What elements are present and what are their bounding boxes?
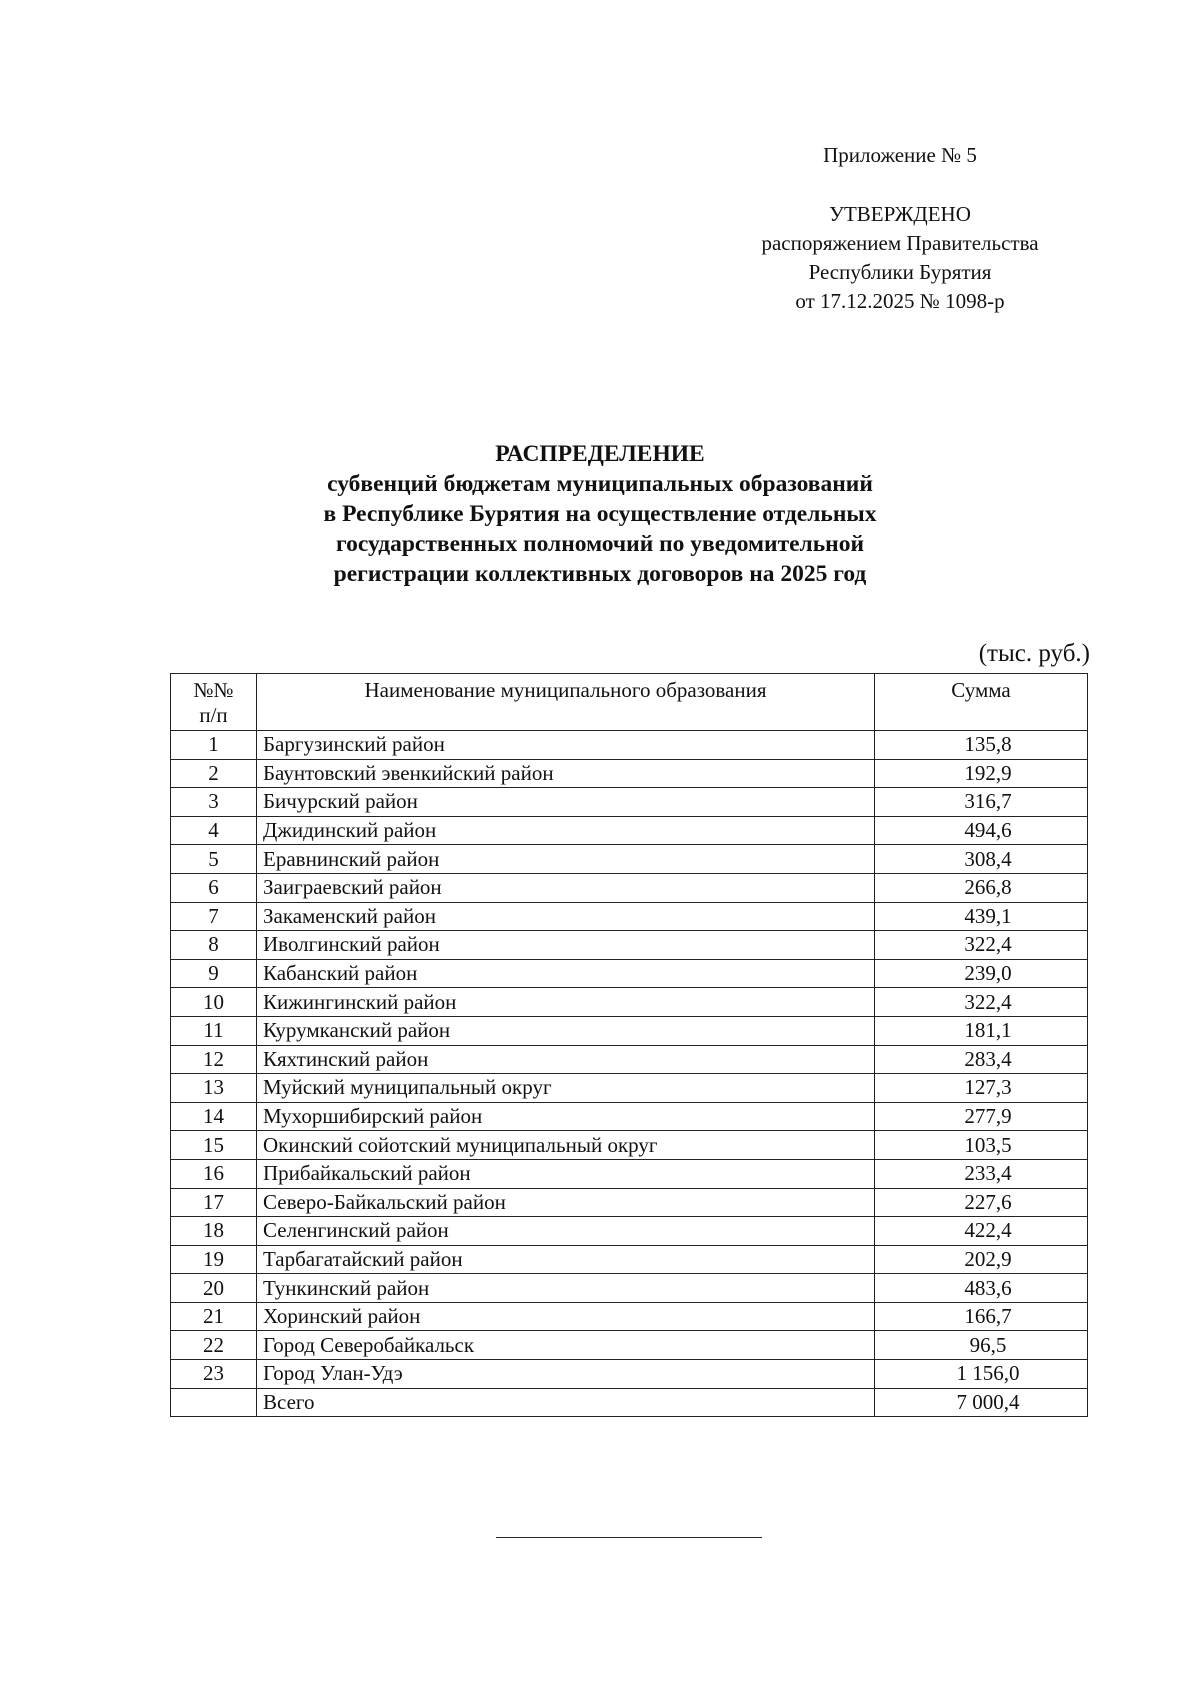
row-sum: 277,9 <box>875 1102 1088 1131</box>
table-row <box>171 1102 1088 1131</box>
row-name: Город Улан-Удэ <box>257 1360 875 1389</box>
approval-stamp <box>700 200 1100 316</box>
row-sum: 322,4 <box>875 988 1088 1017</box>
row-number: 14 <box>171 1102 257 1131</box>
total-number-empty <box>171 1388 257 1417</box>
row-name: Кяхтинский район <box>257 1045 875 1074</box>
row-name: Кижингинский район <box>257 988 875 1017</box>
row-number: 6 <box>171 873 257 902</box>
row-sum: 1 156,0 <box>875 1360 1088 1389</box>
table-row <box>171 873 1088 902</box>
row-number: 13 <box>171 1074 257 1103</box>
row-number: 1 <box>171 731 257 760</box>
row-name: Тарбагатайский район <box>257 1245 875 1274</box>
table-row <box>171 959 1088 988</box>
row-sum: 103,5 <box>875 1131 1088 1160</box>
row-number: 20 <box>171 1274 257 1303</box>
row-sum: 127,3 <box>875 1074 1088 1103</box>
republic-name: Республики Бурятия <box>808 260 992 284</box>
row-name: Баргузинский район <box>257 731 875 760</box>
row-sum: 96,5 <box>875 1331 1088 1360</box>
table-row <box>171 1131 1088 1160</box>
row-name: Джидинский район <box>257 816 875 845</box>
row-name: Мухоршибирский район <box>257 1102 875 1131</box>
table-row <box>171 1302 1088 1331</box>
total-row <box>171 1388 1088 1417</box>
row-name: Селенгинский район <box>257 1217 875 1246</box>
row-sum: 233,4 <box>875 1159 1088 1188</box>
approved-label: УТВЕРЖДЕНО <box>829 202 971 226</box>
document-title <box>150 439 1050 589</box>
row-number: 9 <box>171 959 257 988</box>
title-line-1: РАСПРЕДЕЛЕНИЕ <box>495 441 705 467</box>
table-row <box>171 788 1088 817</box>
header-number <box>171 674 257 731</box>
row-name: Еравнинский район <box>257 845 875 874</box>
table-row <box>171 1016 1088 1045</box>
row-sum: 494,6 <box>875 816 1088 845</box>
row-sum: 422,4 <box>875 1217 1088 1246</box>
table-row <box>171 1274 1088 1303</box>
row-name: Окинский сойотский муниципальный округ <box>257 1131 875 1160</box>
row-number: 15 <box>171 1131 257 1160</box>
table-row <box>171 1159 1088 1188</box>
row-name: Муйский муниципальный округ <box>257 1074 875 1103</box>
row-sum: 227,6 <box>875 1188 1088 1217</box>
row-number: 17 <box>171 1188 257 1217</box>
row-sum: 316,7 <box>875 788 1088 817</box>
row-sum: 439,1 <box>875 902 1088 931</box>
header-number-line2: п/п <box>199 703 228 727</box>
table-row <box>171 731 1088 760</box>
table-header-row <box>171 674 1088 731</box>
row-number: 23 <box>171 1360 257 1389</box>
row-name: Северо-Байкальский район <box>257 1188 875 1217</box>
approved-by: распоряжением Правительства <box>761 231 1039 255</box>
row-sum: 135,8 <box>875 731 1088 760</box>
table-row <box>171 988 1088 1017</box>
table-row <box>171 816 1088 845</box>
row-number: 12 <box>171 1045 257 1074</box>
row-sum: 166,7 <box>875 1302 1088 1331</box>
units-label: (тыс. руб.) <box>978 640 1090 667</box>
row-name: Город Северобайкальск <box>257 1331 875 1360</box>
row-number: 2 <box>171 759 257 788</box>
row-name: Хоринский район <box>257 1302 875 1331</box>
row-number: 19 <box>171 1245 257 1274</box>
table-row <box>171 1245 1088 1274</box>
row-number: 3 <box>171 788 257 817</box>
row-number: 11 <box>171 1016 257 1045</box>
row-sum: 266,8 <box>875 873 1088 902</box>
row-name: Иволгинский район <box>257 931 875 960</box>
table-row <box>171 902 1088 931</box>
table-row <box>171 1331 1088 1360</box>
row-number: 22 <box>171 1331 257 1360</box>
row-sum: 322,4 <box>875 931 1088 960</box>
table-row <box>171 1188 1088 1217</box>
title-line-4: государственных полномочий по уведомительной <box>335 531 864 557</box>
table-row <box>171 1217 1088 1246</box>
row-number: 21 <box>171 1302 257 1331</box>
appendix-label: Приложение № 5 <box>823 143 977 167</box>
table-row <box>171 1074 1088 1103</box>
table-body <box>171 731 1088 1417</box>
title-line-2: субвенций бюджетам муниципальных образований <box>327 471 873 497</box>
row-name: Закаменский район <box>257 902 875 931</box>
row-number: 7 <box>171 902 257 931</box>
row-number: 8 <box>171 931 257 960</box>
row-sum: 192,9 <box>875 759 1088 788</box>
row-name: Кабанский район <box>257 959 875 988</box>
row-name: Курумканский район <box>257 1016 875 1045</box>
row-number: 10 <box>171 988 257 1017</box>
title-line-3: в Республике Бурятия на осуществление отдельных <box>323 501 877 527</box>
total-label: Всего <box>257 1388 875 1417</box>
row-number: 16 <box>171 1159 257 1188</box>
row-sum: 483,6 <box>875 1274 1088 1303</box>
row-sum: 202,9 <box>875 1245 1088 1274</box>
row-number: 18 <box>171 1217 257 1246</box>
header-number-line1: №№ <box>193 678 234 702</box>
row-name: Баунтовский эвенкийский район <box>257 759 875 788</box>
row-sum: 181,1 <box>875 1016 1088 1045</box>
row-number: 4 <box>171 816 257 845</box>
title-line-5: регистрации коллективных договоров на 2025 год <box>333 561 867 587</box>
table-row <box>171 931 1088 960</box>
distribution-table <box>170 673 1088 1417</box>
table-row <box>171 845 1088 874</box>
header-name: Наименование муниципального образования <box>257 674 875 731</box>
row-sum: 239,0 <box>875 959 1088 988</box>
total-sum: 7 000,4 <box>875 1388 1088 1417</box>
decree-date-number: от 17.12.2025 № 1098-р <box>795 289 1005 313</box>
row-name: Бичурский район <box>257 788 875 817</box>
row-sum: 308,4 <box>875 845 1088 874</box>
row-name: Прибайкальский район <box>257 1159 875 1188</box>
row-name: Заиграевский район <box>257 873 875 902</box>
row-sum: 283,4 <box>875 1045 1088 1074</box>
row-name: Тункинский район <box>257 1274 875 1303</box>
table-row <box>171 759 1088 788</box>
table-row <box>171 1045 1088 1074</box>
table-row <box>171 1360 1088 1389</box>
header-sum: Сумма <box>875 674 1088 731</box>
row-number: 5 <box>171 845 257 874</box>
closing-line <box>496 1537 762 1538</box>
